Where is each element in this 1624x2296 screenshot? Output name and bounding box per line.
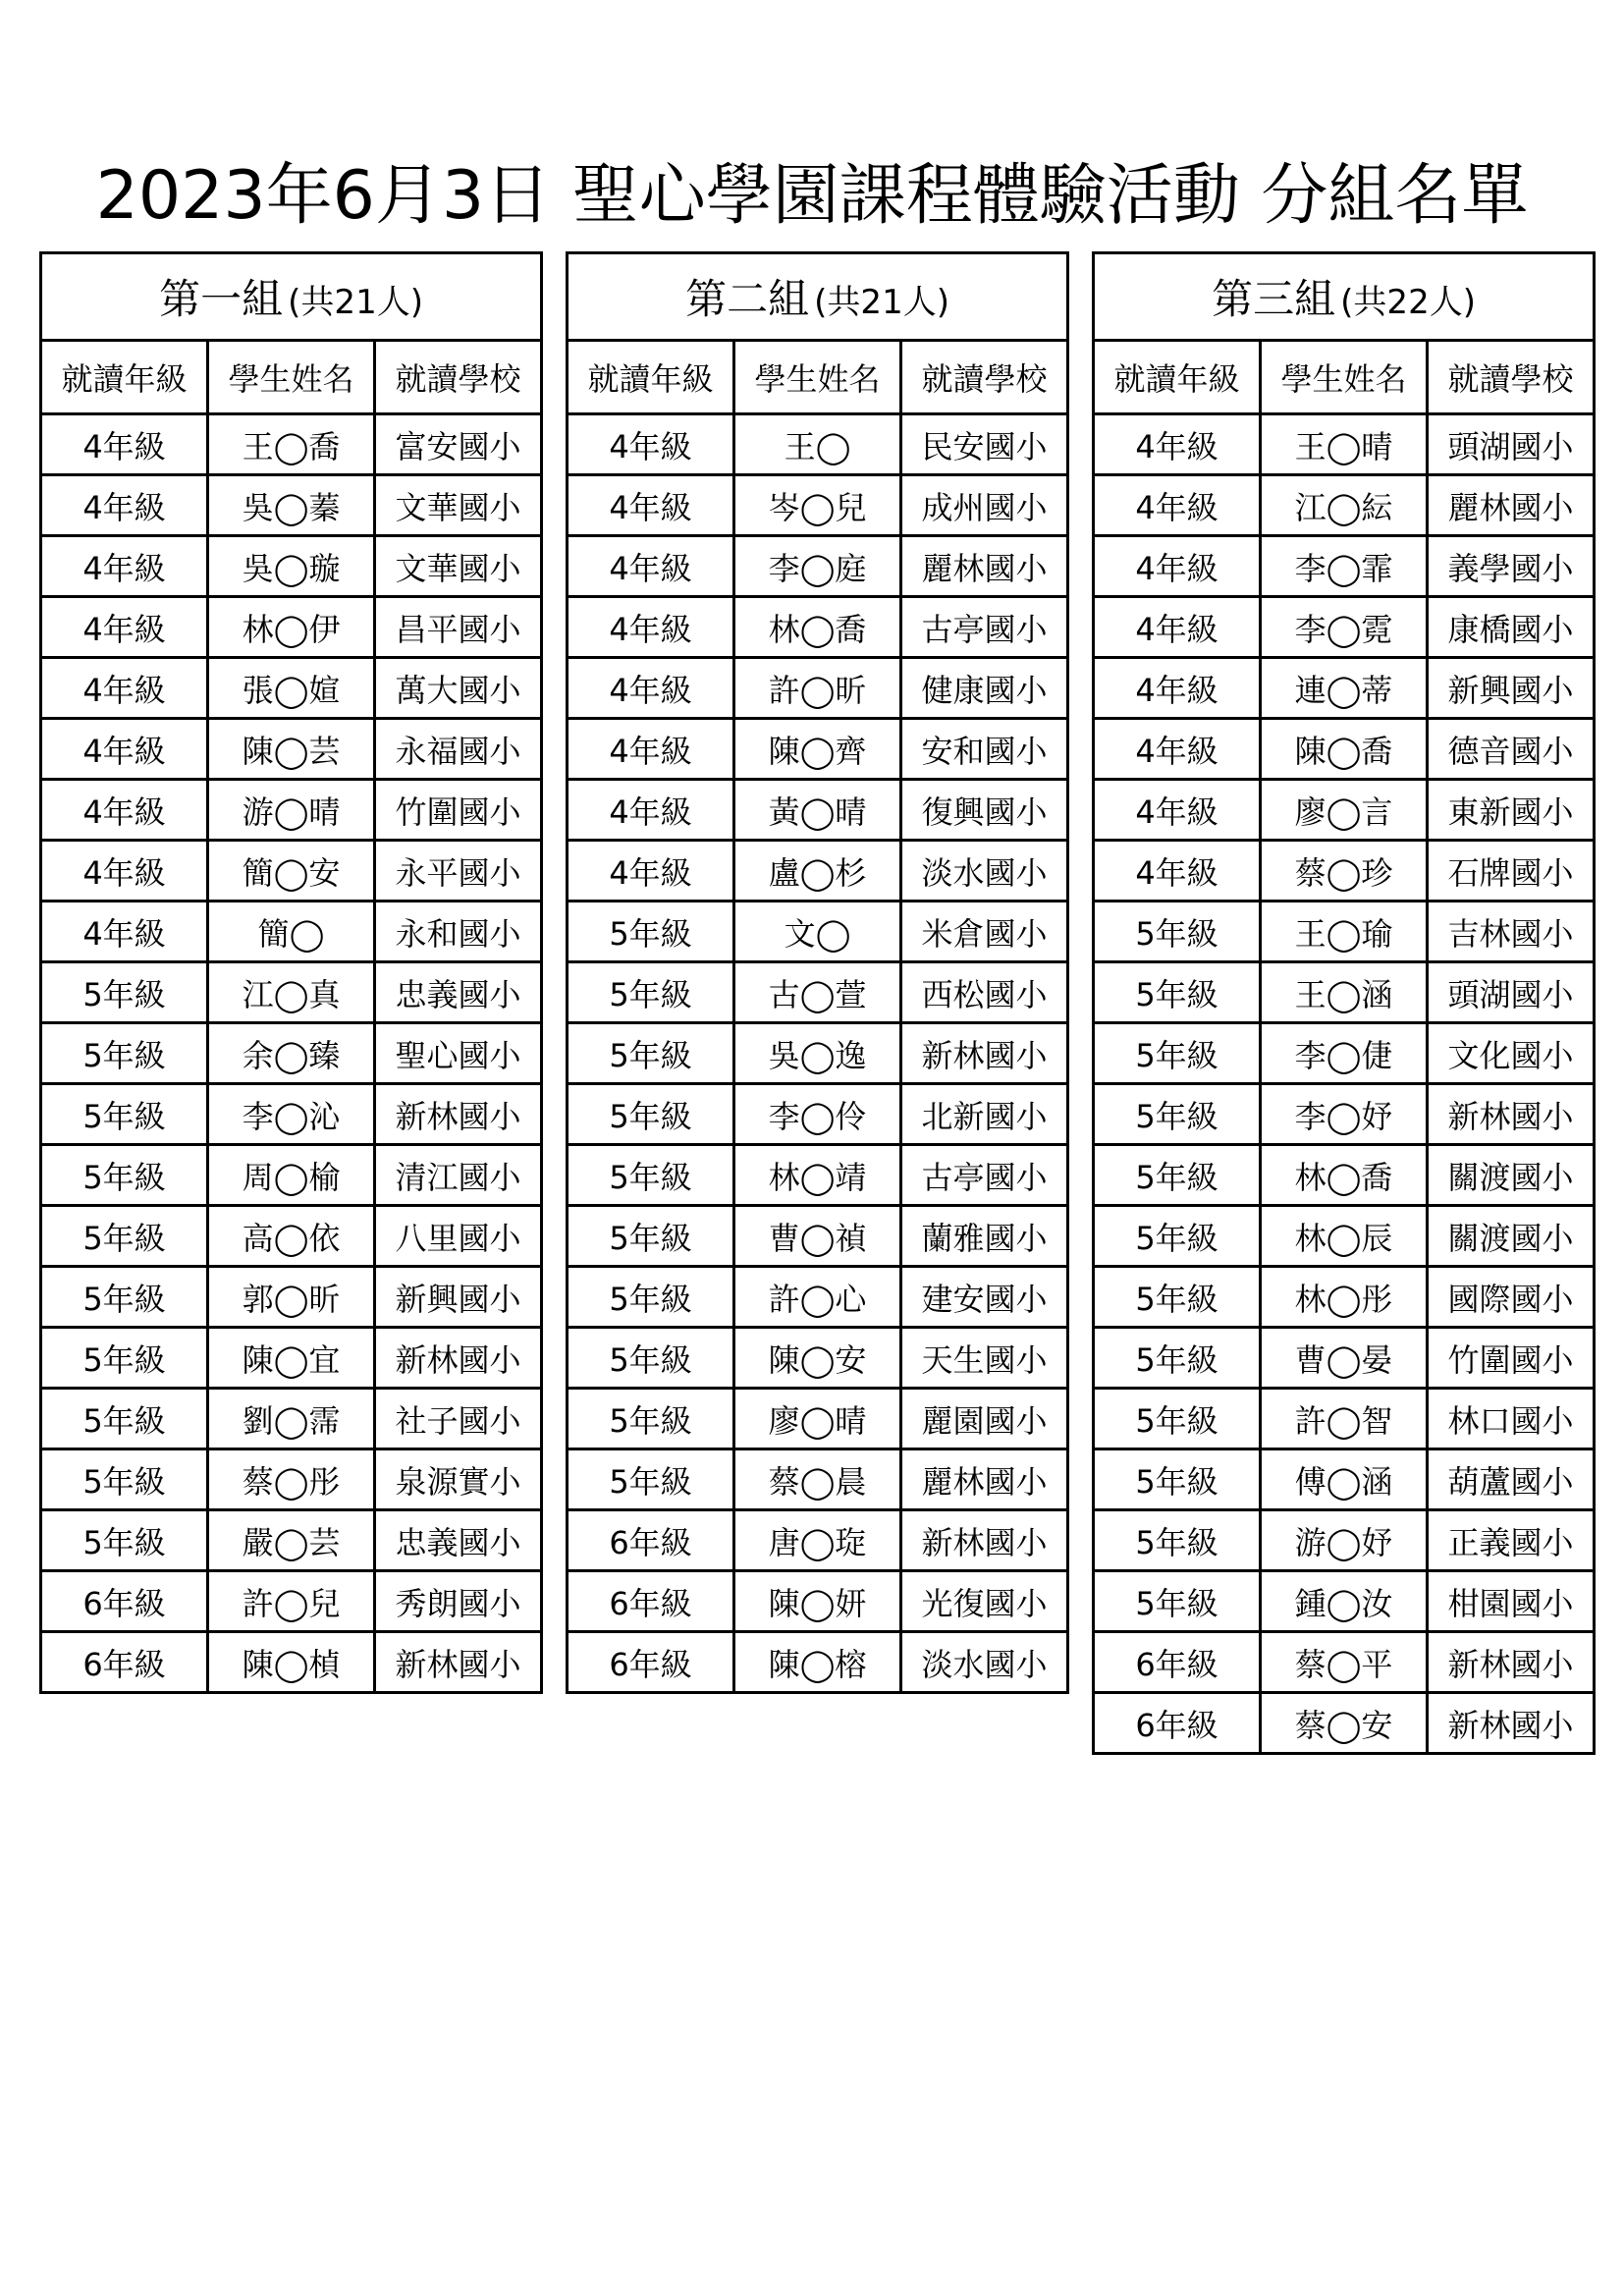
table-row (41, 1145, 542, 1206)
group-count: (共21人) (814, 283, 949, 322)
table-row (1094, 536, 1595, 597)
table-row (1094, 1145, 1595, 1206)
table-row (1094, 1084, 1595, 1145)
grade-cell: 5年級 (568, 1389, 734, 1449)
grade-cell: 4年級 (1094, 475, 1261, 536)
column-header-school: 就讀學校 (375, 341, 542, 414)
table-row (41, 1510, 542, 1571)
table-row (568, 1449, 1068, 1510)
school-cell: 淡水國小 (901, 1632, 1068, 1693)
page-title: 2023年6月3日 聖心學園課程體驗活動 分組名單 (95, 157, 1529, 235)
table-row (41, 841, 542, 902)
table-row (568, 1510, 1068, 1571)
school-cell: 建安國小 (901, 1267, 1068, 1328)
student-name-cell: 許◯昕 (734, 658, 901, 719)
table-row (568, 1389, 1068, 1449)
school-cell: 清江國小 (375, 1145, 542, 1206)
student-name-cell: 游◯妤 (1261, 1510, 1428, 1571)
grade-cell: 6年級 (1094, 1693, 1261, 1754)
school-cell: 麗林國小 (901, 1449, 1068, 1510)
student-name-cell: 陳◯齊 (734, 719, 901, 780)
student-name-cell: 陳◯芸 (208, 719, 375, 780)
grade-cell: 6年級 (568, 1632, 734, 1693)
column-header-name: 學生姓名 (1261, 341, 1428, 414)
grade-cell: 5年級 (568, 1145, 734, 1206)
school-cell: 米倉國小 (901, 902, 1068, 962)
student-name-cell: 李◯霏 (1261, 536, 1428, 597)
student-name-cell: 吳◯逸 (734, 1023, 901, 1084)
grade-cell: 5年級 (41, 1206, 208, 1267)
table-row (568, 658, 1068, 719)
student-name-cell: 陳◯宜 (208, 1328, 375, 1389)
student-name-cell: 陳◯榕 (734, 1632, 901, 1693)
grade-cell: 5年級 (568, 1084, 734, 1145)
grade-cell: 4年級 (568, 841, 734, 902)
student-name-cell: 林◯辰 (1261, 1206, 1428, 1267)
table-row (1094, 1510, 1595, 1571)
student-name-cell: 郭◯昕 (208, 1267, 375, 1328)
school-cell: 文化國小 (1428, 1023, 1595, 1084)
grade-cell: 4年級 (1094, 780, 1261, 841)
table-row (1094, 1328, 1595, 1389)
school-cell: 竹圍國小 (375, 780, 542, 841)
grade-cell: 5年級 (568, 902, 734, 962)
table-row (568, 597, 1068, 658)
school-cell: 北新國小 (901, 1084, 1068, 1145)
group-count: (共21人) (288, 283, 423, 322)
grade-cell: 5年級 (41, 1449, 208, 1510)
school-cell: 竹圍國小 (1428, 1328, 1595, 1389)
student-name-cell: 陳◯妍 (734, 1571, 901, 1632)
grade-cell: 4年級 (41, 658, 208, 719)
table-row (568, 780, 1068, 841)
student-name-cell: 黃◯晴 (734, 780, 901, 841)
student-name-cell: 許◯心 (734, 1267, 901, 1328)
table-row (568, 414, 1068, 475)
table-row (41, 1449, 542, 1510)
table-row (1094, 780, 1595, 841)
student-name-cell: 吳◯蓁 (208, 475, 375, 536)
table-row (568, 962, 1068, 1023)
table-row (41, 1267, 542, 1328)
table-row (568, 841, 1068, 902)
school-cell: 文華國小 (375, 475, 542, 536)
school-cell: 秀朗國小 (375, 1571, 542, 1632)
grade-cell: 5年級 (1094, 1267, 1261, 1328)
grade-cell: 5年級 (1094, 1145, 1261, 1206)
grade-cell: 4年級 (1094, 597, 1261, 658)
grade-cell: 5年級 (1094, 1084, 1261, 1145)
grade-cell: 4年級 (41, 719, 208, 780)
grade-cell: 5年級 (41, 1267, 208, 1328)
school-cell: 葫蘆國小 (1428, 1449, 1595, 1510)
table-row (1094, 902, 1595, 962)
student-name-cell: 李◯倢 (1261, 1023, 1428, 1084)
student-name-cell: 張◯媗 (208, 658, 375, 719)
school-cell: 頭湖國小 (1428, 414, 1595, 475)
student-name-cell: 李◯霓 (1261, 597, 1428, 658)
school-cell: 富安國小 (375, 414, 542, 475)
student-name-cell: 蔡◯彤 (208, 1449, 375, 1510)
school-cell: 古亭國小 (901, 597, 1068, 658)
grade-cell: 4年級 (41, 841, 208, 902)
grade-cell: 5年級 (1094, 1389, 1261, 1449)
student-name-cell: 蔡◯晨 (734, 1449, 901, 1510)
student-name-cell: 嚴◯芸 (208, 1510, 375, 1571)
school-cell: 蘭雅國小 (901, 1206, 1068, 1267)
group-header (568, 253, 1068, 341)
column-header-school: 就讀學校 (1428, 341, 1595, 414)
school-cell: 正義國小 (1428, 1510, 1595, 1571)
school-cell: 新林國小 (1428, 1084, 1595, 1145)
table-row (41, 597, 542, 658)
school-cell: 東新國小 (1428, 780, 1595, 841)
student-name-cell: 王◯涵 (1261, 962, 1428, 1023)
table-row (568, 475, 1068, 536)
roster-rows (1094, 414, 1595, 1754)
student-name-cell: 陳◯喬 (1261, 719, 1428, 780)
grade-cell: 4年級 (1094, 719, 1261, 780)
student-name-cell: 唐◯琁 (734, 1510, 901, 1571)
student-name-cell: 江◯紜 (1261, 475, 1428, 536)
school-cell: 八里國小 (375, 1206, 542, 1267)
table-row (568, 1328, 1068, 1389)
grade-cell: 5年級 (41, 962, 208, 1023)
student-name-cell: 李◯庭 (734, 536, 901, 597)
student-name-cell: 陳◯楨 (208, 1632, 375, 1693)
student-name-cell: 許◯智 (1261, 1389, 1428, 1449)
grade-cell: 6年級 (1094, 1632, 1261, 1693)
school-cell: 健康國小 (901, 658, 1068, 719)
school-cell: 關渡國小 (1428, 1206, 1595, 1267)
school-cell: 國際國小 (1428, 1267, 1595, 1328)
roster-rows (568, 414, 1068, 1693)
student-name-cell: 周◯榆 (208, 1145, 375, 1206)
group-2-roster (566, 251, 1066, 1694)
table-row (41, 1023, 542, 1084)
grade-cell: 4年級 (568, 536, 734, 597)
grade-cell: 4年級 (1094, 536, 1261, 597)
grade-cell: 4年級 (1094, 658, 1261, 719)
student-name-cell: 古◯萱 (734, 962, 901, 1023)
table-row (568, 1206, 1068, 1267)
grade-cell: 5年級 (1094, 1571, 1261, 1632)
table-row (41, 1571, 542, 1632)
student-name-cell: 林◯彤 (1261, 1267, 1428, 1328)
column-header-school: 就讀學校 (901, 341, 1068, 414)
school-cell: 吉林國小 (1428, 902, 1595, 962)
grade-cell: 5年級 (41, 1328, 208, 1389)
roster-table (566, 251, 1069, 1694)
school-cell: 永和國小 (375, 902, 542, 962)
table-row (1094, 1449, 1595, 1510)
school-cell: 新林國小 (375, 1632, 542, 1693)
grade-cell: 4年級 (568, 597, 734, 658)
table-row (568, 1571, 1068, 1632)
student-name-cell: 盧◯杉 (734, 841, 901, 902)
school-cell: 新興國小 (1428, 658, 1595, 719)
grade-cell: 4年級 (41, 414, 208, 475)
group-name: 第三組 (1212, 275, 1336, 323)
school-cell: 康橋國小 (1428, 597, 1595, 658)
table-row (1094, 841, 1595, 902)
column-header-grade: 就讀年級 (568, 341, 734, 414)
table-row (568, 1023, 1068, 1084)
student-name-cell: 王◯晴 (1261, 414, 1428, 475)
table-row (1094, 597, 1595, 658)
group-header (41, 253, 542, 341)
school-cell: 麗林國小 (901, 536, 1068, 597)
grade-cell: 6年級 (41, 1632, 208, 1693)
school-cell: 復興國小 (901, 780, 1068, 841)
grade-cell: 5年級 (568, 1328, 734, 1389)
grade-cell: 5年級 (1094, 902, 1261, 962)
grade-cell: 5年級 (41, 1084, 208, 1145)
student-name-cell: 曹◯晏 (1261, 1328, 1428, 1389)
school-cell: 新林國小 (901, 1510, 1068, 1571)
grade-cell: 4年級 (568, 414, 734, 475)
table-row (1094, 475, 1595, 536)
student-name-cell: 連◯蒂 (1261, 658, 1428, 719)
school-cell: 麗林國小 (1428, 475, 1595, 536)
table-row (1094, 1632, 1595, 1693)
school-cell: 新林國小 (375, 1084, 542, 1145)
group-name: 第一組 (159, 275, 284, 323)
school-cell: 新興國小 (375, 1267, 542, 1328)
grade-cell: 5年級 (41, 1023, 208, 1084)
column-header-name: 學生姓名 (734, 341, 901, 414)
student-name-cell: 余◯臻 (208, 1023, 375, 1084)
table-row (1094, 719, 1595, 780)
table-row (1094, 414, 1595, 475)
column-header-grade: 就讀年級 (1094, 341, 1261, 414)
school-cell: 忠義國小 (375, 962, 542, 1023)
group-name: 第二組 (685, 275, 810, 323)
school-cell: 安和國小 (901, 719, 1068, 780)
table-row (41, 414, 542, 475)
student-name-cell: 王◯喬 (208, 414, 375, 475)
school-cell: 成州國小 (901, 475, 1068, 536)
table-row (1094, 1571, 1595, 1632)
table-row (41, 962, 542, 1023)
grade-cell: 5年級 (1094, 1206, 1261, 1267)
table-row (1094, 962, 1595, 1023)
student-name-cell: 蔡◯平 (1261, 1632, 1428, 1693)
table-row (41, 1389, 542, 1449)
grade-cell: 4年級 (568, 780, 734, 841)
roster-table (1092, 251, 1596, 1755)
school-cell: 林口國小 (1428, 1389, 1595, 1449)
table-row (41, 658, 542, 719)
student-name-cell: 曹◯禎 (734, 1206, 901, 1267)
grade-cell: 4年級 (568, 658, 734, 719)
grade-cell: 4年級 (41, 597, 208, 658)
group-1-roster (39, 251, 540, 1694)
student-name-cell: 林◯喬 (734, 597, 901, 658)
grade-cell: 5年級 (568, 1023, 734, 1084)
school-cell: 永福國小 (375, 719, 542, 780)
school-cell: 永平國小 (375, 841, 542, 902)
grade-cell: 5年級 (41, 1389, 208, 1449)
column-header-name: 學生姓名 (208, 341, 375, 414)
school-cell: 關渡國小 (1428, 1145, 1595, 1206)
table-row (41, 1084, 542, 1145)
grade-cell: 4年級 (41, 475, 208, 536)
school-cell: 泉源實小 (375, 1449, 542, 1510)
table-row (1094, 1267, 1595, 1328)
table-row (41, 902, 542, 962)
table-row (41, 780, 542, 841)
school-cell: 頭湖國小 (1428, 962, 1595, 1023)
grade-cell: 5年級 (568, 1206, 734, 1267)
table-row (41, 475, 542, 536)
table-row (1094, 1206, 1595, 1267)
grade-cell: 5年級 (1094, 1510, 1261, 1571)
student-name-cell: 許◯兒 (208, 1571, 375, 1632)
student-name-cell: 廖◯晴 (734, 1389, 901, 1449)
table-row (41, 1328, 542, 1389)
school-cell: 新林國小 (375, 1328, 542, 1389)
school-cell: 忠義國小 (375, 1510, 542, 1571)
table-row (568, 1632, 1068, 1693)
student-name-cell: 李◯沁 (208, 1084, 375, 1145)
school-cell: 柑園國小 (1428, 1571, 1595, 1632)
student-name-cell: 林◯喬 (1261, 1145, 1428, 1206)
table-row (41, 1632, 542, 1693)
student-name-cell: 高◯依 (208, 1206, 375, 1267)
school-cell: 德音國小 (1428, 719, 1595, 780)
table-row (568, 1267, 1068, 1328)
school-cell: 麗園國小 (901, 1389, 1068, 1449)
table-row (41, 719, 542, 780)
student-name-cell: 李◯妤 (1261, 1084, 1428, 1145)
table-row (1094, 1693, 1595, 1754)
table-row (41, 536, 542, 597)
grade-cell: 4年級 (568, 475, 734, 536)
student-name-cell: 蔡◯珍 (1261, 841, 1428, 902)
school-cell: 新林國小 (1428, 1693, 1595, 1754)
grade-cell: 4年級 (1094, 841, 1261, 902)
grade-cell: 6年級 (568, 1510, 734, 1571)
student-name-cell: 林◯伊 (208, 597, 375, 658)
table-row (41, 1206, 542, 1267)
table-row (568, 536, 1068, 597)
school-cell: 社子國小 (375, 1389, 542, 1449)
student-name-cell: 林◯靖 (734, 1145, 901, 1206)
student-name-cell: 江◯真 (208, 962, 375, 1023)
student-name-cell: 陳◯安 (734, 1328, 901, 1389)
student-name-cell: 岑◯兒 (734, 475, 901, 536)
column-header-grade: 就讀年級 (41, 341, 208, 414)
table-row (568, 719, 1068, 780)
grade-cell: 5年級 (568, 1267, 734, 1328)
grade-cell: 5年級 (1094, 1328, 1261, 1389)
table-row (568, 1084, 1068, 1145)
grade-cell: 4年級 (41, 780, 208, 841)
student-name-cell: 游◯晴 (208, 780, 375, 841)
student-name-cell: 吳◯璇 (208, 536, 375, 597)
school-cell: 西松國小 (901, 962, 1068, 1023)
student-name-cell: 王◯瑜 (1261, 902, 1428, 962)
grade-cell: 5年級 (41, 1510, 208, 1571)
student-name-cell: 廖◯言 (1261, 780, 1428, 841)
school-cell: 萬大國小 (375, 658, 542, 719)
student-name-cell: 簡◯ (208, 902, 375, 962)
grade-cell: 5年級 (1094, 962, 1261, 1023)
student-name-cell: 王◯ (734, 414, 901, 475)
student-name-cell: 李◯伶 (734, 1084, 901, 1145)
school-cell: 昌平國小 (375, 597, 542, 658)
student-name-cell: 劉◯霈 (208, 1389, 375, 1449)
grade-cell: 5年級 (41, 1145, 208, 1206)
school-cell: 石牌國小 (1428, 841, 1595, 902)
school-cell: 文華國小 (375, 536, 542, 597)
table-row (568, 1145, 1068, 1206)
school-cell: 光復國小 (901, 1571, 1068, 1632)
student-name-cell: 文◯ (734, 902, 901, 962)
school-cell: 淡水國小 (901, 841, 1068, 902)
school-cell: 民安國小 (901, 414, 1068, 475)
grade-cell: 5年級 (1094, 1449, 1261, 1510)
school-cell: 義學國小 (1428, 536, 1595, 597)
school-cell: 天生國小 (901, 1328, 1068, 1389)
student-name-cell: 傅◯涵 (1261, 1449, 1428, 1510)
grade-cell: 6年級 (568, 1571, 734, 1632)
grade-cell: 6年級 (41, 1571, 208, 1632)
table-row (1094, 658, 1595, 719)
school-cell: 聖心國小 (375, 1023, 542, 1084)
table-row (1094, 1389, 1595, 1449)
student-name-cell: 鍾◯汝 (1261, 1571, 1428, 1632)
grade-cell: 4年級 (1094, 414, 1261, 475)
grade-cell: 5年級 (568, 962, 734, 1023)
group-count: (共22人) (1340, 283, 1476, 322)
grade-cell: 4年級 (41, 902, 208, 962)
table-row (1094, 1023, 1595, 1084)
school-cell: 新林國小 (1428, 1632, 1595, 1693)
school-cell: 古亭國小 (901, 1145, 1068, 1206)
student-name-cell: 簡◯安 (208, 841, 375, 902)
group-header (1094, 253, 1595, 341)
grade-cell: 5年級 (1094, 1023, 1261, 1084)
table-row (568, 902, 1068, 962)
grade-cell: 4年級 (41, 536, 208, 597)
roster-rows (41, 414, 542, 1693)
school-cell: 新林國小 (901, 1023, 1068, 1084)
group-3-roster (1092, 251, 1593, 1755)
student-name-cell: 蔡◯安 (1261, 1693, 1428, 1754)
grade-cell: 5年級 (568, 1449, 734, 1510)
roster-table (39, 251, 543, 1694)
grade-cell: 4年級 (568, 719, 734, 780)
